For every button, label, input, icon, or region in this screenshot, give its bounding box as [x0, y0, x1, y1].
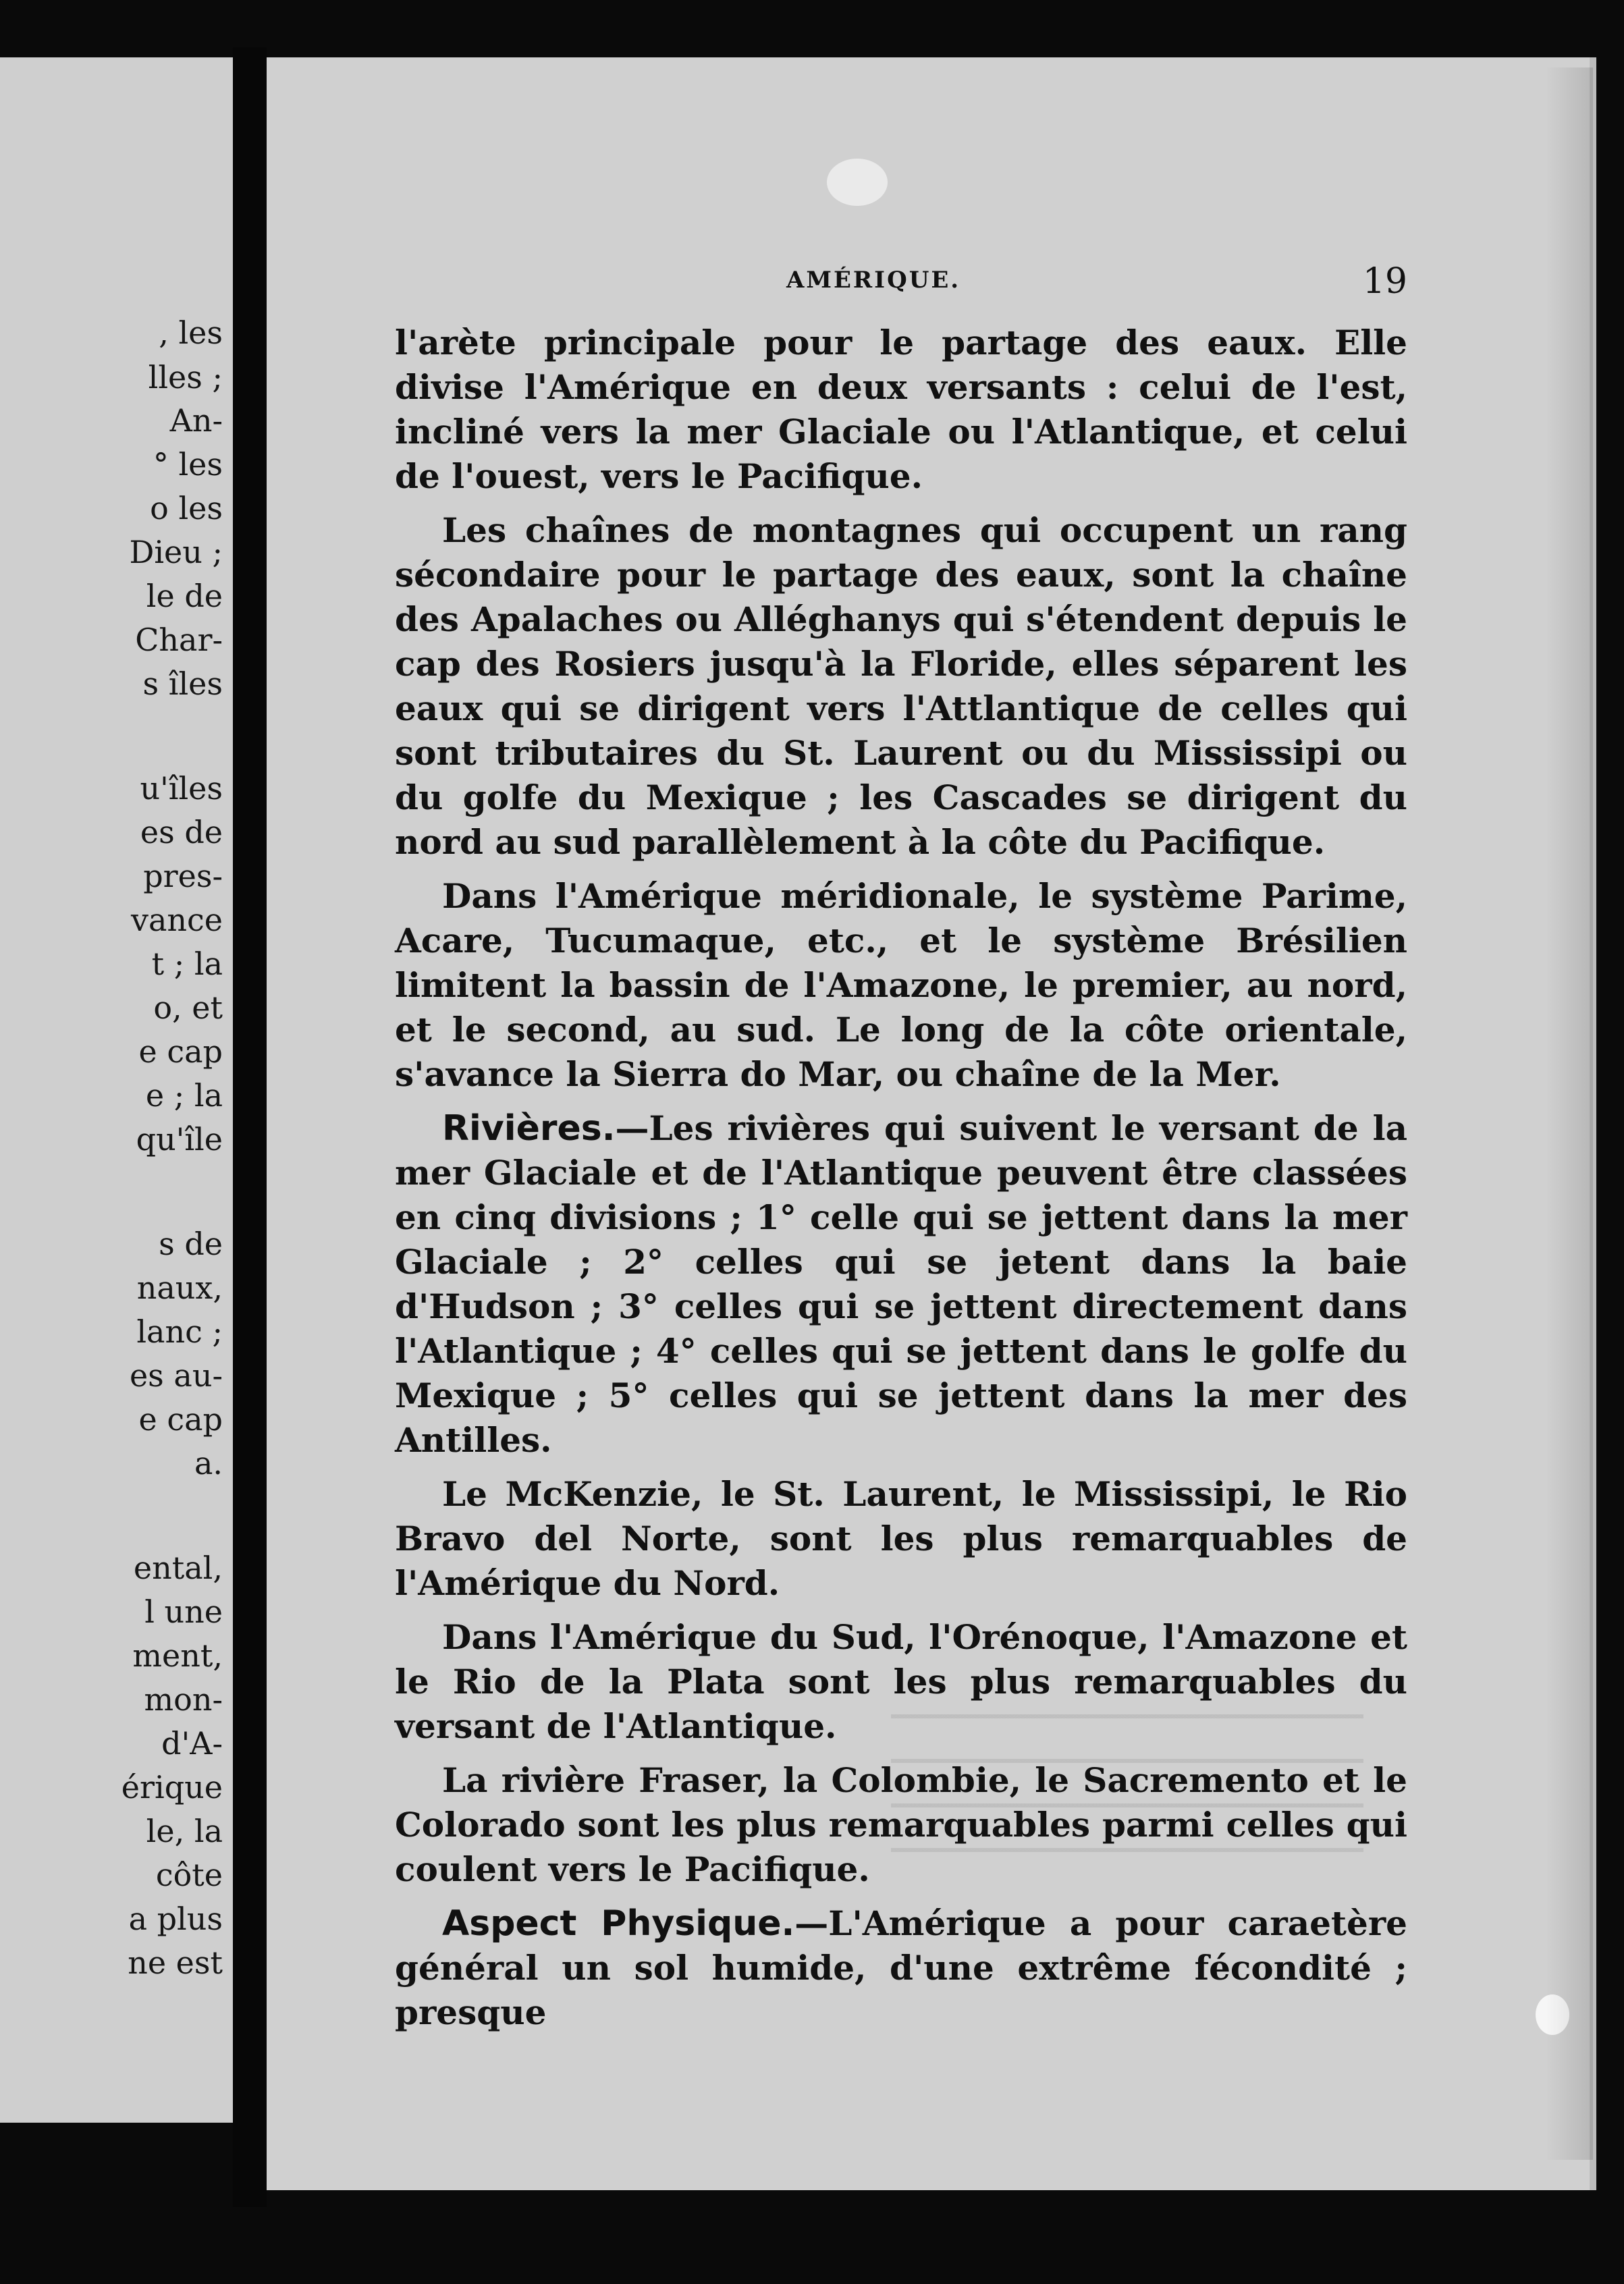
paragraph-secondary-ranges: Les chaînes de montagnes qui occupent un rang sécondaire pour le partage des eaux, sont la chaîne des Apalaches ou Alléghanys qui s'étendent depuis le cap des Rosiers jusqu'à la Floride, elles séparent les eaux qui se dirigent vers l'Attlantique de celles qui sont tributaires du St. Laurent ou du Mississipi ou du golfe du Mexique ; les Cascades se dirigent du nord au sud parallèlement à la côte du Pacifique.	[395, 510, 1407, 862]
left-page-text-fragment: côte	[155, 1857, 223, 1893]
left-page-text-fragment: naux,	[136, 1270, 223, 1306]
left-page-text-fragment: e cap	[138, 1401, 223, 1438]
left-page-text-fragment: a.	[194, 1445, 223, 1481]
page-edge-shadow	[1546, 67, 1593, 2160]
left-page-text-fragment: pres-	[143, 858, 223, 894]
left-page-text-fragment: Char-	[135, 622, 223, 658]
left-page-text-fragment: e cap	[138, 1033, 223, 1070]
paragraph-watershed: l'arète principale pour le partage des eaux. Elle divise l'Amérique en deux versants : celui de l'est, incliné vers la mer Glaciale ou l'Atlantique, et celui de l'ouest, vers le Pacifique.	[395, 323, 1407, 496]
running-title: AMÉRIQUE.	[786, 267, 961, 294]
paragraph-rivers	[395, 1106, 1407, 1463]
left-page-text-fragment: vance	[130, 902, 223, 938]
left-page-text-fragment: u'îles	[140, 770, 223, 807]
page-number: 19	[1362, 261, 1407, 302]
paper-blemish	[827, 159, 888, 206]
left-page-text-fragment: le, la	[146, 1813, 223, 1849]
section-heading-physical-aspect: Aspect Physique.	[442, 1903, 795, 1944]
book-gutter	[233, 47, 267, 2207]
left-page-text-fragment: érique	[121, 1769, 223, 1805]
left-page-text-fragment: ne est	[128, 1945, 223, 1981]
left-page	[0, 57, 233, 2123]
left-page-text-fragment: ment,	[132, 1637, 223, 1674]
rivers-text: —Les rivières qui suivent le versant de la mer Glaciale et de l'Atlantique peuvent être classées en cinq divisions ; 1° celle qui se jettent dans la mer Glaciale ; 2° celles qui se jetent dans la baie d'Hudson ; 3° celles qui se jettent directement dans l'Atlantique ; 4° celles qui se jettent dans le golfe du Mexique ; 5° celles qui se jettent dans la mer des Antilles.	[395, 1108, 1407, 1460]
left-page-text-fragment: qu'île	[136, 1121, 223, 1158]
left-page-text-fragment: o, et	[153, 989, 223, 1026]
left-page-text-fragment: le de	[146, 578, 223, 614]
left-page-text-fragment: l une	[144, 1594, 223, 1630]
left-page-text-fragment: Dieu ;	[129, 534, 223, 570]
left-page-text-fragment: ental,	[133, 1550, 223, 1586]
left-page-text-fragment: a plus	[128, 1901, 223, 1937]
left-page-text-fragment: es au-	[129, 1357, 223, 1394]
paragraph-south-america-ranges: Dans l'Amérique méridionale, le système Parime, Acare, Tucumaque, etc., et le système Brésilien limitent la bassin de l'Amazone, le premier, au nord, et le second, au sud. Le long de la côte orientale, s'avance la Sierra do Mar, ou chaîne de la Mer.	[395, 876, 1407, 1094]
paragraph-physical-aspect	[395, 1901, 1407, 2035]
left-page-text-fragment: ° les	[153, 446, 223, 483]
page-text-block	[395, 261, 1407, 2044]
paragraph-pacific-rivers: La rivière Fraser, la Colombie, le Sacremento et le Colorado sont les plus remarquables parmi celles qui coulent vers le Pacifique.	[395, 1760, 1407, 1889]
left-page-text-fragment: s îles	[142, 665, 223, 702]
left-page-text-fragment: , les	[159, 315, 223, 351]
left-page-text-fragment: es de	[140, 814, 223, 850]
running-head	[395, 261, 1407, 321]
left-page-text-fragment: e ; la	[145, 1077, 223, 1114]
left-page-text-fragment: An-	[169, 402, 223, 439]
physical-aspect-text: —L'Amérique a pour caraetère général un sol humide, d'une extrême fécondité ; presque	[395, 1903, 1407, 2032]
left-page-text-fragment: mon-	[144, 1681, 223, 1718]
left-page-text-fragment: o les	[150, 490, 223, 526]
left-page-text-fragment: s de	[159, 1226, 223, 1262]
paragraph-south-america-rivers: Dans l'Amérique du Sud, l'Orénoque, l'Amazone et le Rio de la Plata sont les plus remarquables du versant de l'Atlantique.	[395, 1617, 1407, 1746]
left-page-text-fragment: lanc ;	[136, 1313, 223, 1350]
section-heading-rivers: Rivières.	[442, 1108, 616, 1149]
left-page-text-fragment: d'A-	[161, 1725, 223, 1762]
left-page-text-fragment: lles ;	[148, 359, 223, 396]
left-page-text-fragment: t ; la	[151, 946, 223, 982]
paragraph-north-america-rivers: Le McKenzie, le St. Laurent, le Mississipi, le Rio Bravo del Norte, sont les plus remarquables de l'Amérique du Nord.	[395, 1474, 1407, 1603]
